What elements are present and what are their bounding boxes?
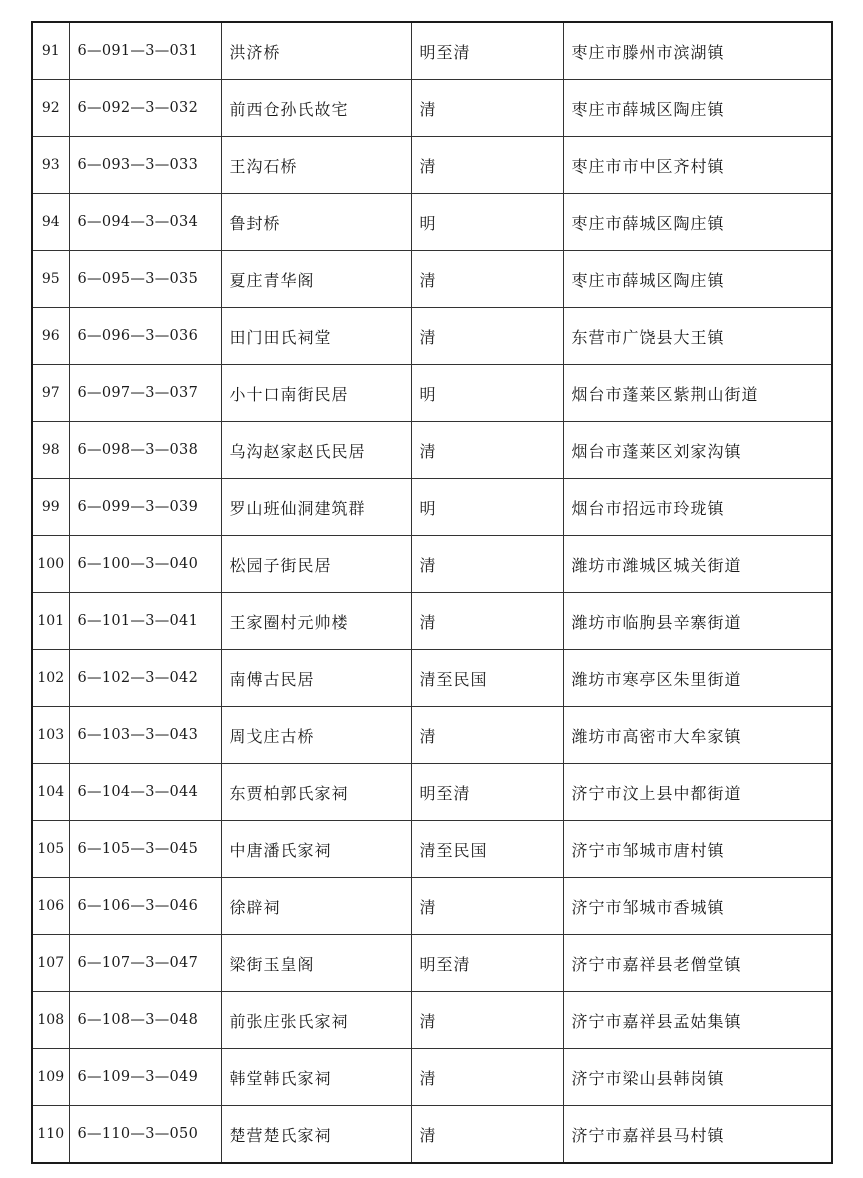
cell-serial-number: 101 [32, 593, 69, 650]
cell-era: 清 [411, 992, 563, 1049]
table-row [32, 80, 832, 137]
cell-location: 潍坊市潍城区城关街道 [563, 536, 832, 593]
cell-site-code: 6—102—3—042 [69, 650, 221, 707]
table-row [32, 365, 832, 422]
cell-location: 潍坊市高密市大牟家镇 [563, 707, 832, 764]
cell-era: 清至民国 [411, 821, 563, 878]
cell-site-code: 6—107—3—047 [69, 935, 221, 992]
cell-serial-number: 102 [32, 650, 69, 707]
cell-site-code: 6—092—3—032 [69, 80, 221, 137]
cell-serial-number: 104 [32, 764, 69, 821]
cell-location: 枣庄市市中区齐村镇 [563, 137, 832, 194]
cell-era: 明 [411, 365, 563, 422]
cell-site-name: 王家圈村元帅楼 [221, 593, 411, 650]
table-row [32, 1049, 832, 1106]
cell-location: 烟台市蓬莱区刘家沟镇 [563, 422, 832, 479]
cell-serial-number: 107 [32, 935, 69, 992]
cell-era: 清 [411, 80, 563, 137]
cell-site-name: 鲁封桥 [221, 194, 411, 251]
cell-site-name: 韩堂韩氏家祠 [221, 1049, 411, 1106]
cell-site-code: 6—094—3—034 [69, 194, 221, 251]
cell-serial-number: 93 [32, 137, 69, 194]
cell-location: 枣庄市薛城区陶庄镇 [563, 80, 832, 137]
cell-site-name: 楚营楚氏家祠 [221, 1106, 411, 1164]
cell-era: 清 [411, 878, 563, 935]
table-row [32, 137, 832, 194]
cell-era: 清 [411, 536, 563, 593]
table-row [32, 251, 832, 308]
table-row [32, 992, 832, 1049]
cell-location: 济宁市嘉祥县马村镇 [563, 1106, 832, 1164]
cell-site-code: 6—093—3—033 [69, 137, 221, 194]
table-row [32, 821, 832, 878]
cell-site-code: 6—099—3—039 [69, 479, 221, 536]
cell-era: 清 [411, 707, 563, 764]
table-row [32, 422, 832, 479]
cell-site-code: 6—097—3—037 [69, 365, 221, 422]
cell-site-code: 6—091—3—031 [69, 22, 221, 80]
cell-serial-number: 94 [32, 194, 69, 251]
cell-location: 枣庄市薛城区陶庄镇 [563, 251, 832, 308]
cell-site-name: 徐辟祠 [221, 878, 411, 935]
table-body [32, 22, 832, 1163]
cell-era: 清 [411, 1049, 563, 1106]
cell-serial-number: 108 [32, 992, 69, 1049]
cell-serial-number: 96 [32, 308, 69, 365]
cell-era: 清 [411, 422, 563, 479]
cell-serial-number: 95 [32, 251, 69, 308]
cell-location: 烟台市蓬莱区紫荆山街道 [563, 365, 832, 422]
cell-era: 明 [411, 479, 563, 536]
cell-era: 清 [411, 308, 563, 365]
table-row [32, 308, 832, 365]
cell-location: 济宁市邹城市香城镇 [563, 878, 832, 935]
cell-serial-number: 91 [32, 22, 69, 80]
cell-serial-number: 98 [32, 422, 69, 479]
cell-site-code: 6—109—3—049 [69, 1049, 221, 1106]
cell-location: 枣庄市薛城区陶庄镇 [563, 194, 832, 251]
cell-serial-number: 109 [32, 1049, 69, 1106]
table-row [32, 650, 832, 707]
cell-serial-number: 97 [32, 365, 69, 422]
cell-site-code: 6—108—3—048 [69, 992, 221, 1049]
cell-site-code: 6—096—3—036 [69, 308, 221, 365]
cell-location: 东营市广饶县大王镇 [563, 308, 832, 365]
cell-site-name: 东贾柏郭氏家祠 [221, 764, 411, 821]
table-row [32, 878, 832, 935]
cell-serial-number: 92 [32, 80, 69, 137]
cell-serial-number: 100 [32, 536, 69, 593]
table-row [32, 707, 832, 764]
cell-site-code: 6—101—3—041 [69, 593, 221, 650]
table-row [32, 479, 832, 536]
cell-era: 清 [411, 1106, 563, 1164]
cell-site-name: 中唐潘氏家祠 [221, 821, 411, 878]
cell-location: 济宁市汶上县中都街道 [563, 764, 832, 821]
cell-serial-number: 110 [32, 1106, 69, 1164]
table-row [32, 1106, 832, 1164]
cell-serial-number: 106 [32, 878, 69, 935]
cell-location: 潍坊市寒亭区朱里街道 [563, 650, 832, 707]
cell-location: 济宁市嘉祥县老僧堂镇 [563, 935, 832, 992]
cell-site-code: 6—095—3—035 [69, 251, 221, 308]
cell-site-code: 6—103—3—043 [69, 707, 221, 764]
cell-location: 潍坊市临朐县辛寨街道 [563, 593, 832, 650]
cell-site-name: 梁街玉皇阁 [221, 935, 411, 992]
cell-serial-number: 99 [32, 479, 69, 536]
cell-era: 清 [411, 593, 563, 650]
cell-site-name: 王沟石桥 [221, 137, 411, 194]
cell-site-name: 小十口南街民居 [221, 365, 411, 422]
cell-location: 济宁市嘉祥县孟姑集镇 [563, 992, 832, 1049]
cell-site-code: 6—100—3—040 [69, 536, 221, 593]
cell-site-name: 罗山班仙洞建筑群 [221, 479, 411, 536]
cell-site-name: 南傅古民居 [221, 650, 411, 707]
cell-site-name: 周戈庄古桥 [221, 707, 411, 764]
cell-location: 烟台市招远市玲珑镇 [563, 479, 832, 536]
cell-serial-number: 105 [32, 821, 69, 878]
cell-site-name: 洪济桥 [221, 22, 411, 80]
cell-serial-number: 103 [32, 707, 69, 764]
table-row [32, 194, 832, 251]
cell-site-code: 6—106—3—046 [69, 878, 221, 935]
table-row [32, 593, 832, 650]
cell-era: 明至清 [411, 22, 563, 80]
cell-era: 清至民国 [411, 650, 563, 707]
cell-site-code: 6—110—3—050 [69, 1106, 221, 1164]
cell-era: 清 [411, 137, 563, 194]
cell-site-name: 田门田氏祠堂 [221, 308, 411, 365]
table-row [32, 935, 832, 992]
cell-site-code: 6—105—3—045 [69, 821, 221, 878]
cell-site-code: 6—104—3—044 [69, 764, 221, 821]
cell-site-name: 前西仓孙氏故宅 [221, 80, 411, 137]
cell-location: 济宁市邹城市唐村镇 [563, 821, 832, 878]
table-row [32, 22, 832, 80]
cell-site-code: 6—098—3—038 [69, 422, 221, 479]
cell-location: 济宁市梁山县韩岗镇 [563, 1049, 832, 1106]
cell-site-name: 乌沟赵家赵氏民居 [221, 422, 411, 479]
table-row [32, 764, 832, 821]
table-row [32, 536, 832, 593]
cell-era: 明至清 [411, 764, 563, 821]
cell-site-name: 前张庄张氏家祠 [221, 992, 411, 1049]
cell-era: 明 [411, 194, 563, 251]
cell-era: 清 [411, 251, 563, 308]
cell-site-name: 夏庄青华阁 [221, 251, 411, 308]
cell-site-name: 松园子街民居 [221, 536, 411, 593]
heritage-sites-table [31, 21, 833, 1164]
cell-location: 枣庄市滕州市滨湖镇 [563, 22, 832, 80]
cell-era: 明至清 [411, 935, 563, 992]
